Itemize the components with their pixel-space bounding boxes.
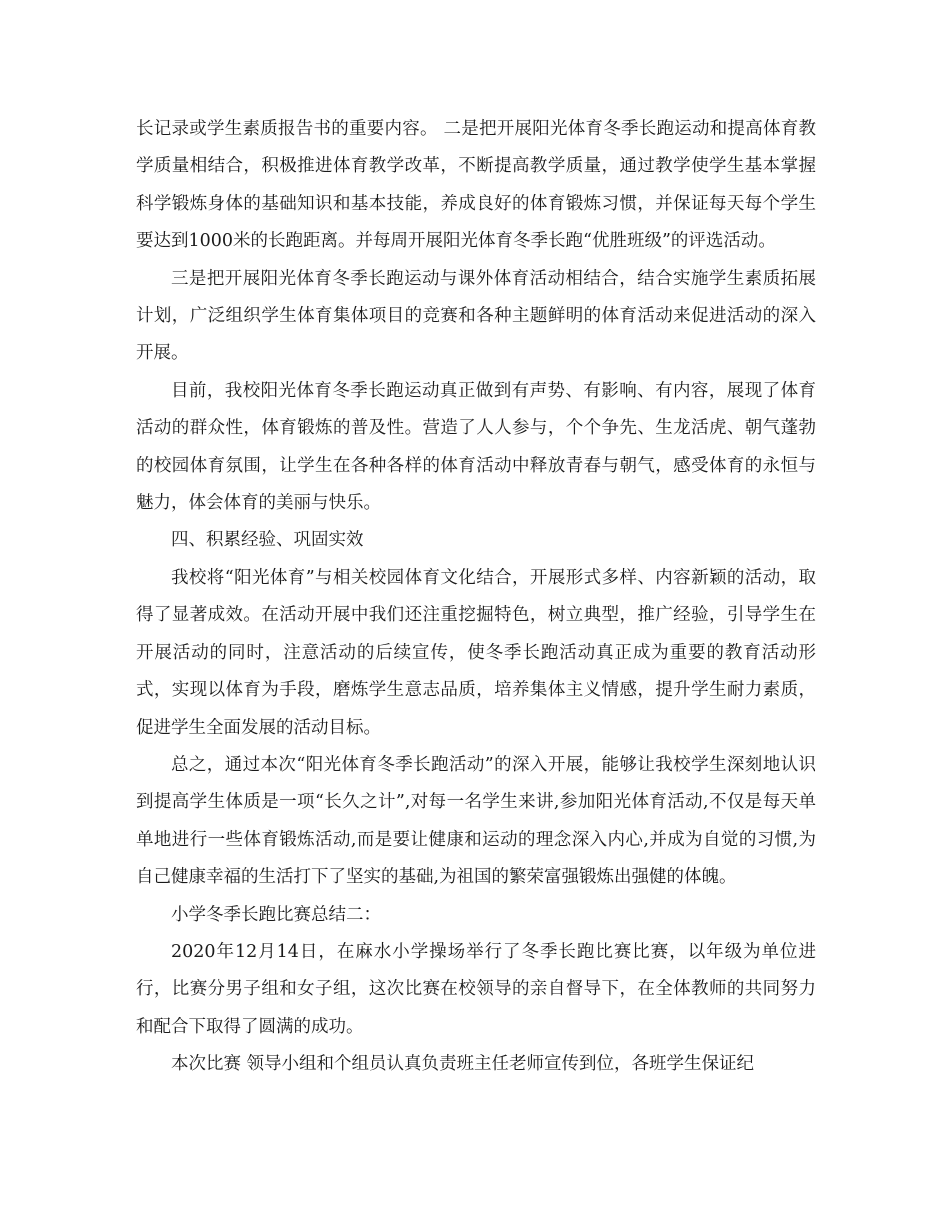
document-body [136, 111, 816, 1084]
section-heading-summary-two: 小学冬季长跑比赛总结二： [171, 904, 381, 925]
paragraph-competition: 本次比赛 领导小组和个组员认真负责班主任老师宣传到位，各班学生保证纪 [171, 1054, 755, 1075]
section-heading-four: 四、积累经验、巩固实效 [171, 530, 364, 551]
paragraph-event-date: 2020年12月14日，在麻水小学操场举行了冬季长跑比赛比赛，以年级为单位进行，比赛分男子组和女子组，这次比赛在校领导的亲自督导下，在全体教师的共同努力和配合下取得了圆满的成功。 [136, 941, 816, 1037]
paragraph-current-status: 目前，我校阳光体育冬季长跑运动真正做到有声势、有影响、有内容，展现了体育活动的群众性，体育锻炼的普及性。营造了人人参与，个个争先、生龙活虎、朝气蓬勃的校园体育氛围，让学生在各种各样的体育活动中释放青春与朝气，感受体育的永恒与魅力，体会体育的美丽与快乐。 [136, 380, 816, 514]
paragraph-experience: 我校将“阳光体育”与相关校园体育文化结合，开展形式多样、内容新颖的活动，取得了显著成效。在活动开展中我们还注重挖掘特色，树立典型，推广经验，引导学生在开展活动的同时，注意活动的后续宣传，使冬季长跑活动真正成为重要的教育活动形式，实现以体育为手段，磨炼学生意志品质，培养集体主义情感，提升学生耐力素质，促进学生全面发展的活动目标。 [136, 567, 816, 738]
paragraph-point-three: 三是把开展阳光体育冬季长跑运动与课外体育活动相结合，结合实施学生素质拓展计划，广泛组织学生体育集体项目的竞赛和各种主题鲜明的体育活动来促进活动的深入开展。 [136, 268, 816, 364]
paragraph-conclusion: 总之，通过本次“阳光体育冬季长跑活动”的深入开展，能够让我校学生深刻地认识到提高学生体质是一项“长久之计”,对每一名学生来讲,参加阳光体育活动,不仅是每天单单地进行一些体育锻炼活动,而是要让健康和运动的理念深入内心,并成为自觉的习惯,为自己健康幸福的生活打下了坚实的基础,为祖国的繁荣富强锻炼出强健的体魄。 [136, 754, 816, 888]
paragraph-continuation: 长记录或学生素质报告书的重要内容。 二是把开展阳光体育冬季长跑运动和提高体育教学质量相结合，积极推进体育教学改革，不断提高教学质量，通过教学使学生基本掌握科学锻炼身体的基础知识和基本技能，养成良好的体育锻炼习惯，并保证每天每个学生要达到1000米的长跑距离。并每周开展阳光体育冬季长跑“优胜班级”的评选活动。 [136, 119, 816, 252]
